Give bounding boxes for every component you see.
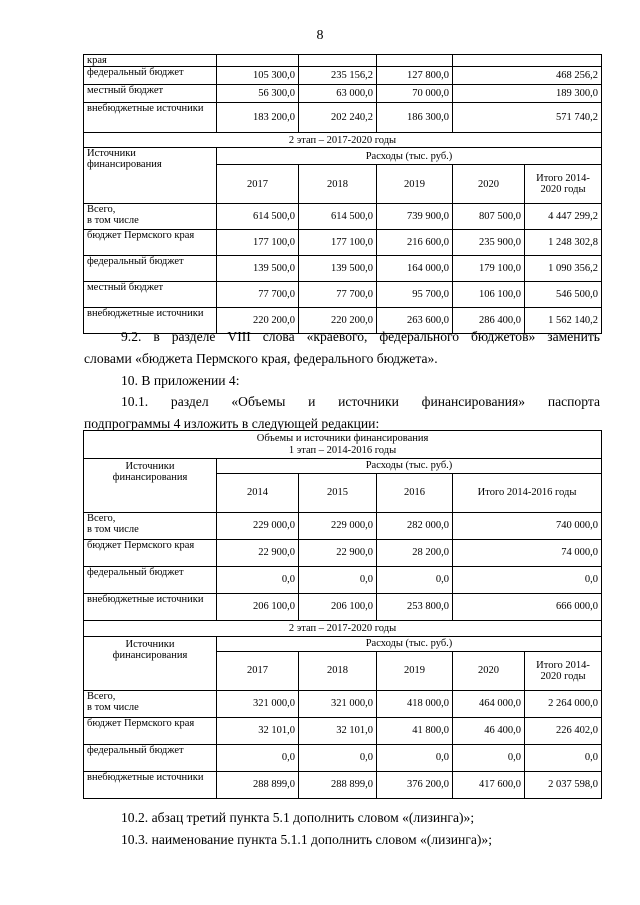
year-header: 2014 — [217, 474, 299, 513]
value-cell: 4 447 299,2 — [525, 204, 602, 230]
value-cell: 22 900,0 — [217, 540, 299, 567]
paragraph-10-1-line-2: подпрограммы 4 изложить в следующей редакции: — [84, 416, 380, 431]
value-cell: 63 000,0 — [299, 85, 377, 103]
table-row — [84, 85, 602, 103]
row-label: местный бюджет — [84, 282, 217, 308]
row-label: Всего, в том числе — [84, 691, 217, 718]
value-cell: 417 600,0 — [453, 772, 525, 799]
value-cell — [217, 55, 299, 67]
table-row — [84, 256, 602, 282]
table-row — [84, 594, 602, 621]
value-cell: 32 101,0 — [299, 718, 377, 745]
value-cell: 263 600,0 — [377, 308, 453, 334]
value-cell: 77 700,0 — [217, 282, 299, 308]
value-cell: 139 500,0 — [299, 256, 377, 282]
value-cell: 95 700,0 — [377, 282, 453, 308]
value-cell: 220 200,0 — [217, 308, 299, 334]
value-cell: 807 500,0 — [453, 204, 525, 230]
row-label: Всего, в том числе — [84, 513, 217, 540]
value-cell: 186 300,0 — [377, 103, 453, 133]
row-label: местный бюджет — [84, 85, 217, 103]
table-row — [84, 745, 602, 772]
value-cell: 216 600,0 — [377, 230, 453, 256]
year-header: 2018 — [299, 165, 377, 204]
value-cell: 376 200,0 — [377, 772, 453, 799]
row-label: внебюджетные источники — [84, 594, 217, 621]
paragraph-10-2: 10.2. абзац третий пункта 5.1 дополнить словом «(лизинга)»; — [121, 810, 475, 825]
funding-table-subprogram-4 — [83, 430, 602, 799]
table-row — [84, 103, 602, 133]
value-cell: 177 100,0 — [217, 230, 299, 256]
value-cell: 0,0 — [453, 567, 602, 594]
value-cell — [299, 55, 377, 67]
value-cell: 235 900,0 — [453, 230, 525, 256]
stage-1-heading: 1 этап – 2014-2016 годы — [288, 444, 397, 456]
value-cell: 0,0 — [217, 745, 299, 772]
year-header: 2017 — [217, 652, 299, 691]
total-header: Итого 2014-2016 годы — [453, 474, 602, 513]
table-row — [84, 718, 602, 745]
sources-header: Источники финансирования — [84, 148, 217, 204]
value-cell: 226 402,0 — [525, 718, 602, 745]
page-number: 8 — [316, 28, 324, 43]
row-label: внебюджетные источники — [84, 308, 217, 334]
value-cell: 614 500,0 — [217, 204, 299, 230]
value-cell: 206 100,0 — [217, 594, 299, 621]
year-header: 2017 — [217, 165, 299, 204]
funding-table-continued — [83, 54, 602, 334]
table-row — [84, 55, 602, 67]
value-cell: 282 000,0 — [377, 513, 453, 540]
value-cell: 286 400,0 — [453, 308, 525, 334]
value-cell: 220 200,0 — [299, 308, 377, 334]
value-cell: 105 300,0 — [217, 67, 299, 85]
value-cell: 0,0 — [299, 745, 377, 772]
row-label: внебюджетные источники — [84, 772, 217, 799]
value-cell: 739 900,0 — [377, 204, 453, 230]
year-header: 2015 — [299, 474, 377, 513]
row-label: Всего, в том числе — [84, 204, 217, 230]
value-cell: 164 000,0 — [377, 256, 453, 282]
value-cell: 464 000,0 — [453, 691, 525, 718]
paragraph-10-1-line-1: 10.1. раздел «Объемы и источники финансирования» паспорта — [121, 394, 600, 409]
table-row — [84, 772, 602, 799]
row-label: бюджет Пермского края — [84, 230, 217, 256]
year-header: 2018 — [299, 652, 377, 691]
value-cell: 0,0 — [217, 567, 299, 594]
table-row — [84, 691, 602, 718]
value-cell: 189 300,0 — [453, 85, 602, 103]
value-cell: 41 800,0 — [377, 718, 453, 745]
value-cell: 546 500,0 — [525, 282, 602, 308]
value-cell: 206 100,0 — [299, 594, 377, 621]
row-label: края — [84, 55, 217, 67]
value-cell: 0,0 — [453, 745, 525, 772]
value-cell: 179 100,0 — [453, 256, 525, 282]
table-row — [84, 67, 602, 85]
value-cell: 229 000,0 — [299, 513, 377, 540]
value-cell: 77 700,0 — [299, 282, 377, 308]
value-cell: 1 562 140,2 — [525, 308, 602, 334]
value-cell: 0,0 — [525, 745, 602, 772]
stage-2-heading: 2 этап – 2017-2020 годы — [84, 621, 602, 637]
total-header: Итого 2014-2020 годы — [525, 165, 602, 204]
table-row — [84, 204, 602, 230]
expenses-header: Расходы (тыс. руб.) — [217, 637, 602, 652]
table-row — [84, 230, 602, 256]
year-header: 2020 — [453, 165, 525, 204]
year-header: 2019 — [377, 652, 453, 691]
value-cell — [377, 55, 453, 67]
table-row — [84, 513, 602, 540]
row-label: федеральный бюджет — [84, 67, 217, 85]
value-cell: 229 000,0 — [217, 513, 299, 540]
value-cell: 740 000,0 — [453, 513, 602, 540]
value-cell: 70 000,0 — [377, 85, 453, 103]
value-cell: 2 264 000,0 — [525, 691, 602, 718]
year-header: 2016 — [377, 474, 453, 513]
paragraph-10: 10. В приложении 4: — [121, 373, 240, 388]
value-cell: 139 500,0 — [217, 256, 299, 282]
row-label: бюджет Пермского края — [84, 718, 217, 745]
value-cell: 0,0 — [377, 567, 453, 594]
value-cell: 2 037 598,0 — [525, 772, 602, 799]
stage-2-heading: 2 этап – 2017-2020 годы — [84, 133, 602, 148]
value-cell: 0,0 — [299, 567, 377, 594]
value-cell: 235 156,2 — [299, 67, 377, 85]
sources-header: Источники финансирования — [84, 637, 217, 691]
value-cell: 22 900,0 — [299, 540, 377, 567]
value-cell: 321 000,0 — [217, 691, 299, 718]
expenses-header: Расходы (тыс. руб.) — [217, 148, 602, 165]
value-cell: 0,0 — [377, 745, 453, 772]
value-cell: 321 000,0 — [299, 691, 377, 718]
value-cell: 202 240,2 — [299, 103, 377, 133]
value-cell: 288 899,0 — [217, 772, 299, 799]
value-cell: 418 000,0 — [377, 691, 453, 718]
table-row — [84, 540, 602, 567]
value-cell: 288 899,0 — [299, 772, 377, 799]
value-cell: 177 100,0 — [299, 230, 377, 256]
value-cell: 32 101,0 — [217, 718, 299, 745]
value-cell: 1 090 356,2 — [525, 256, 602, 282]
value-cell: 571 740,2 — [453, 103, 602, 133]
total-header: Итого 2014-2020 годы — [525, 652, 602, 691]
expenses-header: Расходы (тыс. руб.) — [217, 459, 602, 474]
paragraph-9-2-line-2: словами «бюджета Пермского края, федерального бюджета». — [84, 351, 438, 366]
row-label: федеральный бюджет — [84, 745, 217, 772]
year-header: 2020 — [453, 652, 525, 691]
table-title — [84, 431, 602, 459]
value-cell — [453, 55, 602, 67]
row-label: федеральный бюджет — [84, 567, 217, 594]
table-title-text: Объемы и источники финансирования — [256, 433, 429, 445]
value-cell: 1 248 302,8 — [525, 230, 602, 256]
value-cell: 468 256,2 — [453, 67, 602, 85]
paragraph-10-3: 10.3. наименование пункта 5.1.1 дополнить словом «(лизинга)»; — [121, 832, 492, 847]
value-cell: 253 800,0 — [377, 594, 453, 621]
value-cell: 46 400,0 — [453, 718, 525, 745]
value-cell: 127 800,0 — [377, 67, 453, 85]
value-cell: 666 000,0 — [453, 594, 602, 621]
table-row — [84, 567, 602, 594]
value-cell: 74 000,0 — [453, 540, 602, 567]
row-label: внебюджетные источники — [84, 103, 217, 133]
year-header: 2019 — [377, 165, 453, 204]
value-cell: 106 100,0 — [453, 282, 525, 308]
table-row — [84, 282, 602, 308]
value-cell: 56 300,0 — [217, 85, 299, 103]
row-label: бюджет Пермского края — [84, 540, 217, 567]
value-cell: 183 200,0 — [217, 103, 299, 133]
value-cell: 614 500,0 — [299, 204, 377, 230]
row-label: федеральный бюджет — [84, 256, 217, 282]
paragraph-9-2-line-1: 9.2. в разделе VIII слова «краевого, федерального бюджетов» заменить — [121, 329, 600, 344]
value-cell: 28 200,0 — [377, 540, 453, 567]
sources-header: Источники финансирования — [84, 459, 217, 513]
